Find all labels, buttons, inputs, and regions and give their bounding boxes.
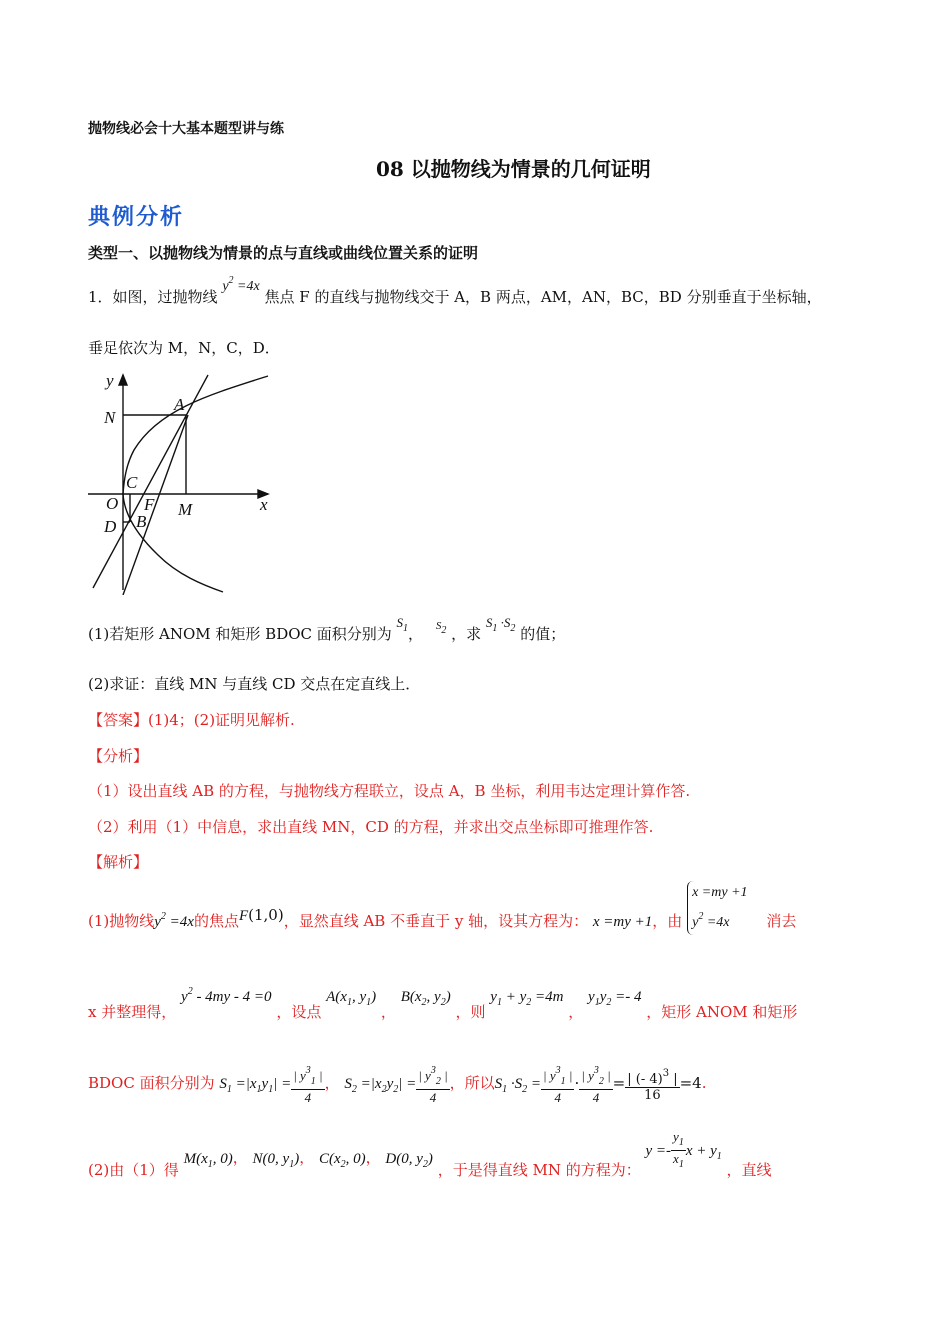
analysis-p1: （1）设出直线 AB 的方程，与抛物线方程联立，设点 A，B 坐标，利用韦达定理计算作答.	[88, 782, 691, 800]
problem-line-1: 1．如图，过抛物线 $y^2 =4x$ 焦点 F 的直线与抛物线交于 A，B 两点，AM，AN，BC，BD 分别垂直于坐标轴，	[88, 275, 822, 306]
section-heading: 典例分析	[88, 204, 185, 230]
label-x: x	[260, 495, 268, 514]
label-m: M	[178, 500, 193, 519]
label-y: y	[106, 371, 114, 390]
label-b: B	[136, 512, 147, 531]
label-c: C	[126, 473, 138, 492]
label-d: D	[104, 517, 117, 536]
label-a: A	[174, 395, 185, 414]
question-2: (2)求证：直线 MN 与直线 CD 交点在定直线上．	[88, 675, 421, 693]
type-heading: 类型一、以抛物线为情景的点与直线或曲线位置关系的证明	[88, 244, 479, 262]
solution-line-3: BDOC 面积分别为 $S_1 =|x_1y_1|$ = $\frac{| y^3_1 |}{4}$ ， $S_2 =|x_2y_2|$ = $\frac{| y^3_2 |}{4}$ ，所以$S_1 \cdot S_2$ = $\frac{| y^3_1 |}{4}$ · $\frac{| y^3_2 |}{4}$ = $\frac{| (- 4)^3 |}{16}$ =4.	[88, 1065, 707, 1105]
solution-line-2: x 并整理得， $y^2 - 4my - 4 =0$ ，设点 $A(x_1$, $y_1$) ， $B(x_2$, $y_2$) ，则 $y_1 + y_2 =4m$ ， $y_1y_2 =- 4$ ，矩形 ANOM 和矩形	[88, 986, 798, 1021]
parabola-equation: $y^2 =4x$	[222, 275, 260, 294]
analysis-label: 【分析】	[88, 747, 149, 765]
problem-line-2: 垂足依次为 M，N，C，D．	[88, 339, 280, 357]
question-1: (1)若矩形 ANOM 和矩形 BDOC 面积分别为 $S_1$， $^{S2}$ ，求 $S_1 \cdot S_2$ 的值；	[88, 615, 566, 643]
solution-line-4: (2)由（1）得 $M(x_1$, 0)， N(0, $y_1$)， $C(x_2$, 0)， D(0, $y_2$) ，于是得直线 MN 的方程为： y =- $\frac{y_1}{x_1}$ $x + y_1$ ，直线	[88, 1129, 772, 1179]
analysis-p2: （2）利用（1）中信息，求出直线 MN，CD 的方程，并求出交点坐标即可推理作答.	[88, 818, 654, 836]
answer: 【答案】(1)4；(2)证明见解析.	[88, 711, 295, 729]
doc-header: 抛物线必会十大基本题型讲与练	[88, 121, 284, 137]
parabola-figure	[88, 370, 288, 595]
y-axis-arrow	[119, 375, 127, 385]
label-n: N	[104, 408, 116, 427]
solution-label: 【解析】	[88, 853, 149, 871]
label-o: O	[106, 494, 119, 513]
parabola-curve	[123, 376, 268, 592]
line-ab	[93, 375, 208, 588]
page-title: 08 以抛物线为情景的几何证明	[376, 157, 651, 181]
label-f: F	[144, 495, 155, 514]
solution-line-1: (1)抛物线$y^2 =4x$的焦点F(1,0)，显然直线 AB 不垂直于 y 轴，设其方程为： x =my +1，由 x =my +1 $y^2 =4x$ 消去	[88, 883, 796, 949]
